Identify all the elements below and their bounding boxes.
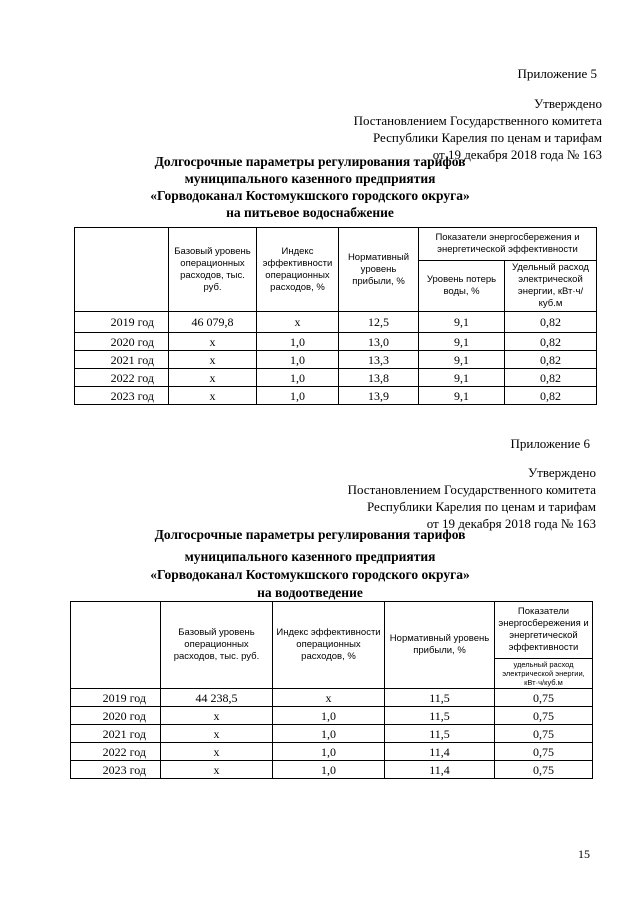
loss-cell: 9,1 — [419, 351, 505, 369]
profit-cell: 11,4 — [385, 743, 495, 761]
index-cell: 1,0 — [273, 725, 385, 743]
title-line: Долгосрочные параметры регулирования тарифов — [154, 527, 466, 542]
base-cell: х — [161, 725, 273, 743]
index-cell: х — [257, 312, 339, 333]
title-line: на водоотведение — [257, 585, 363, 600]
table-row — [75, 351, 597, 369]
index-cell: 1,0 — [257, 369, 339, 387]
loss-cell: 9,1 — [419, 312, 505, 333]
base-cell: х — [169, 351, 257, 369]
page-number: 15 — [578, 847, 590, 861]
table-row — [75, 369, 597, 387]
appendix-5-label: Приложение 5 — [517, 66, 597, 81]
approval-line: от 19 декабря 2018 года № 163 — [426, 516, 596, 531]
header-water-loss: Уровень потерь воды, % — [419, 261, 505, 312]
year-cell: 2019 год — [71, 689, 161, 707]
base-cell: 46 079,8 — [169, 312, 257, 333]
wastewater-table — [70, 601, 593, 779]
profit-cell: 11,4 — [385, 761, 495, 779]
corner-cell — [71, 602, 161, 689]
table-row — [75, 312, 597, 333]
profit-cell: 13,3 — [339, 351, 419, 369]
specific-cell: 0,82 — [505, 312, 597, 333]
title-5 — [130, 153, 490, 221]
base-cell: х — [161, 743, 273, 761]
year-cell: 2023 год — [71, 761, 161, 779]
profit-cell: 13,9 — [339, 387, 419, 405]
index-cell: 1,0 — [273, 761, 385, 779]
base-cell: х — [161, 707, 273, 725]
table-row — [71, 707, 593, 725]
table-row — [71, 761, 593, 779]
year-cell: 2021 год — [75, 351, 169, 369]
header-energy-group: Показатели энергосбережения и энергетической эффективности — [419, 228, 597, 261]
year-cell: 2023 год — [75, 387, 169, 405]
header-specific-consumption: удельный расход электрической энергии, кВт·ч/куб.м — [495, 659, 593, 689]
year-cell: 2022 год — [75, 369, 169, 387]
profit-cell: 11,5 — [385, 707, 495, 725]
approval-line: Постановлением Государственного комитета — [347, 482, 596, 497]
table-row — [71, 725, 593, 743]
corner-cell — [75, 228, 169, 312]
approval-block-6 — [348, 464, 596, 532]
table-row — [71, 689, 593, 707]
base-cell: 44 238,5 — [161, 689, 273, 707]
title-line: муниципального казенного предприятия — [184, 549, 436, 564]
profit-cell: 12,5 — [339, 312, 419, 333]
specific-cell: 0,82 — [505, 351, 597, 369]
title-line: на питьевое водоснабжение — [226, 205, 394, 220]
loss-cell: 9,1 — [419, 369, 505, 387]
title-6 — [125, 526, 495, 602]
approval-line: Постановлением Государственного комитета — [353, 113, 602, 128]
year-cell: 2020 год — [71, 707, 161, 725]
approval-line: Республики Карелия по ценам и тарифам — [372, 130, 602, 145]
specific-cell: 0,75 — [495, 743, 593, 761]
header-profit-level: Нормативный уровень прибыли, % — [385, 602, 495, 689]
year-cell: 2022 год — [71, 743, 161, 761]
appendix-6-label: Приложение 6 — [510, 436, 590, 451]
base-cell: х — [169, 387, 257, 405]
specific-cell: 0,82 — [505, 333, 597, 351]
specific-cell: 0,82 — [505, 387, 597, 405]
specific-cell: 0,82 — [505, 369, 597, 387]
header-specific-consumption: Удельный расход электрической энергии, кВт·ч/куб.м — [505, 261, 597, 312]
approval-line: Республики Карелия по ценам и тарифам — [366, 499, 596, 514]
index-cell: 1,0 — [257, 333, 339, 351]
year-cell: 2021 год — [71, 725, 161, 743]
index-cell: 1,0 — [273, 707, 385, 725]
index-cell: 1,0 — [257, 387, 339, 405]
profit-cell: 11,5 — [385, 689, 495, 707]
index-cell: 1,0 — [257, 351, 339, 369]
base-cell: х — [161, 761, 273, 779]
index-cell: 1,0 — [273, 743, 385, 761]
loss-cell: 9,1 — [419, 333, 505, 351]
approval-line: от 19 декабря 2018 года № 163 — [432, 147, 602, 162]
header-base-level: Базовый уровень операционных расходов, тыс. руб. — [169, 228, 257, 312]
specific-cell: 0,75 — [495, 689, 593, 707]
title-line: «Горводоканал Костомукшского городского округа» — [150, 188, 470, 203]
header-efficiency-index: Индекс эффективности операционных расходов, % — [257, 228, 339, 312]
specific-cell: 0,75 — [495, 725, 593, 743]
specific-cell: 0,75 — [495, 707, 593, 725]
profit-cell: 11,5 — [385, 725, 495, 743]
title-line: «Горводоканал Костомукшского городского округа» — [150, 567, 470, 582]
year-cell: 2020 год — [75, 333, 169, 351]
profit-cell: 13,8 — [339, 369, 419, 387]
approval-line: Утверждено — [533, 96, 602, 111]
specific-cell: 0,75 — [495, 761, 593, 779]
base-cell: х — [169, 333, 257, 351]
index-cell: х — [273, 689, 385, 707]
title-line: Долгосрочные параметры регулирования тарифов — [154, 154, 466, 169]
table-row — [75, 333, 597, 351]
loss-cell: 9,1 — [419, 387, 505, 405]
table-row — [75, 387, 597, 405]
approval-line: Утверждено — [527, 465, 596, 480]
header-efficiency-index: Индекс эффективности операционных расходов, % — [273, 602, 385, 689]
water-supply-table — [74, 227, 597, 405]
header-base-level: Базовый уровень операционных расходов, тыс. руб. — [161, 602, 273, 689]
title-line: муниципального казенного предприятия — [184, 171, 436, 186]
table-row — [71, 743, 593, 761]
header-energy-group: Показатели энергосбережения и энергетической эффективности — [495, 602, 593, 659]
base-cell: х — [169, 369, 257, 387]
header-profit-level: Нормативный уровень прибыли, % — [339, 228, 419, 312]
year-cell: 2019 год — [75, 312, 169, 333]
profit-cell: 13,0 — [339, 333, 419, 351]
